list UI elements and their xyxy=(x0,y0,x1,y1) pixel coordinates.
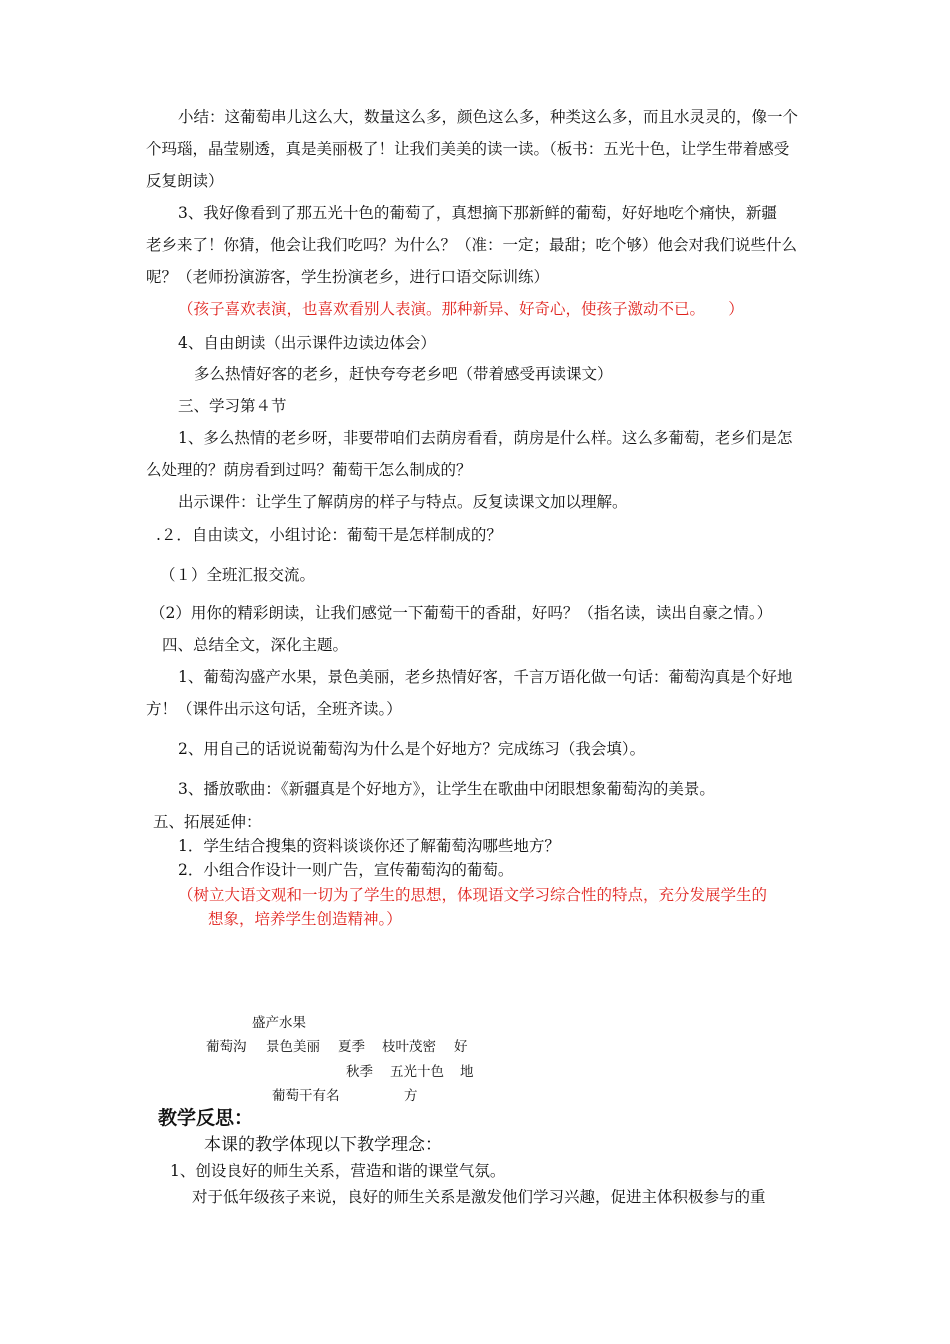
teaching-note-1: （孩子喜欢表演，也喜欢看别人表演。那种新异、好奇心，使孩子激动不已。 ） xyxy=(178,300,744,318)
paragraph-4-praise: 多么热情好客的老乡，赶快夸夸老乡吧（带着感受再读课文） xyxy=(194,365,613,383)
section-5-p2: 2．小组合作设计一则广告，宣传葡萄沟的葡萄。 xyxy=(178,861,514,879)
reflection-point-1-body: 对于低年级孩子来说，良好的师生关系是激发他们学习兴趣，促进主体积极参与的重 xyxy=(192,1188,766,1206)
board-raisins: 葡萄干有名 xyxy=(272,1088,340,1104)
section-3-p2: 出示课件：让学生了解荫房的样子与特点。反复读课文加以理解。 xyxy=(178,493,628,511)
section-3-p4: （１）全班汇报交流。 xyxy=(160,566,316,584)
section-5-heading: 五、拓展延伸： xyxy=(153,813,262,831)
reflection-intro: 本课的教学体现以下教学理念： xyxy=(204,1135,442,1155)
paragraph-4: 4、自由朗读（出示课件边读边体会） xyxy=(178,334,436,352)
summary-line-1: 小结：这葡萄串儿这么大，数量这么多，颜色这么多，种类这么多，而且水灵灵的，像一个 xyxy=(178,108,799,126)
paragraph-3-line-2: 老乡来了！你猜，他会让我们吃吗？为什么？（准：一定；最甜；吃个够）他会对我们说些什么 xyxy=(146,236,798,254)
section-3-p3: .２．自由读文，小组讨论：葡萄干是怎样制成的？ xyxy=(156,526,502,544)
teaching-note-2-line-2: 想象，培养学生创造精神。） xyxy=(208,910,402,928)
board-colorful: 五光十色 xyxy=(390,1064,444,1080)
board-di: 地 xyxy=(460,1064,474,1080)
section-4-p1-line-2: 方！（课件出示这句话，全班齐读。） xyxy=(146,700,402,718)
board-fang: 方 xyxy=(404,1088,418,1104)
summary-line-3: 反复朗读） xyxy=(146,172,224,190)
section-4-p1-line-1: 1、葡萄沟盛产水果，景色美丽，老乡热情好客，千言万语化做一句话：葡萄沟真是个好地 xyxy=(178,668,793,686)
section-3-p1-line-1: 1、多么热情的老乡呀，非要带咱们去荫房看看，荫房是什么样。这么多葡萄，老乡们是怎 xyxy=(178,429,793,447)
summary-line-2: 个玛瑙，晶莹剔透，真是美丽极了！让我们美美的读一读。（板书：五光十色，让学生带着感受 xyxy=(146,140,790,158)
section-5-p1: 1．学生结合搜集的资料谈谈你还了解葡萄沟哪些地方？ xyxy=(178,837,560,855)
reflection-point-1: 1、创设良好的师生关系，营造和谐的课堂气氛。 xyxy=(170,1162,506,1180)
board-leaves: 枝叶茂密 xyxy=(382,1039,436,1055)
teaching-note-2-line-1: （树立大语文观和一切为了学生的思想，体现语文学习综合性的特点，充分发展学生的 xyxy=(178,886,768,904)
section-3-heading: 三、学习第４节 xyxy=(178,397,287,415)
section-3-p5: （2）用你的精彩朗读，让我们感觉一下葡萄干的香甜，好吗？（指名读，读出自豪之情。） xyxy=(150,604,773,622)
paragraph-3-line-1: 3、我好像看到了那五光十色的葡萄了，真想摘下那新鲜的葡萄，好好地吃个痛快，新疆 xyxy=(178,204,777,222)
board-scenery: 景色美丽 xyxy=(266,1039,320,1055)
section-4-heading: 四、总结全文，深化主题。 xyxy=(162,636,349,654)
board-grape-valley: 葡萄沟 xyxy=(206,1039,247,1055)
board-autumn: 秋季 xyxy=(346,1064,373,1080)
section-4-p3: 3、播放歌曲：《新疆真是个好地方》，让学生在歌曲中闭眼想象葡萄沟的美景。 xyxy=(178,780,715,798)
section-4-p2: 2、用自己的话说说葡萄沟为什么是个好地方？完成练习（我会填）。 xyxy=(178,740,646,758)
board-fruit: 盛产水果 xyxy=(252,1015,306,1031)
reflection-title: 教学反思： xyxy=(158,1107,254,1129)
board-summer: 夏季 xyxy=(338,1039,365,1055)
section-3-p1-line-2: 么处理的？荫房看到过吗？葡萄干怎么制成的？ xyxy=(146,461,472,479)
paragraph-3-line-3: 呢？（老师扮演游客，学生扮演老乡，进行口语交际训练） xyxy=(146,268,550,286)
board-hao: 好 xyxy=(454,1039,468,1055)
